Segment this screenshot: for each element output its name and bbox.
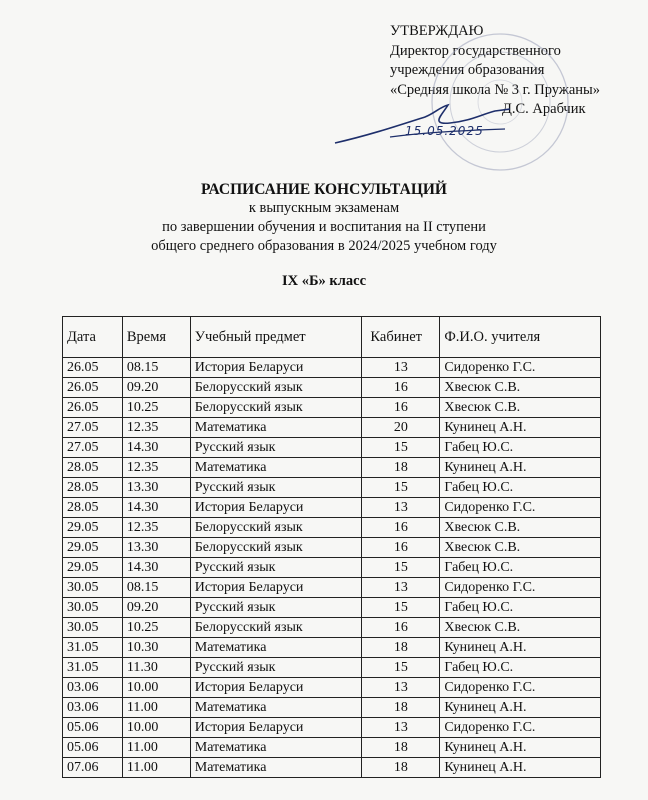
cell-teacher: Габец Ю.С. [440, 598, 601, 618]
cell-date: 29.05 [63, 558, 123, 578]
table-row [63, 418, 601, 438]
table-row [63, 358, 601, 378]
cell-date: 26.05 [63, 358, 123, 378]
table-row [63, 458, 601, 478]
cell-time: 11.00 [122, 758, 190, 778]
cell-subject: Белорусский язык [190, 398, 362, 418]
cell-subject: Белорусский язык [190, 518, 362, 538]
cell-room: 15 [362, 478, 440, 498]
approval-block [390, 22, 600, 120]
cell-subject: Русский язык [190, 658, 362, 678]
cell-teacher: Хвесюк С.В. [440, 518, 601, 538]
header-teacher: Ф.И.О. учителя [440, 317, 601, 358]
cell-date: 26.05 [63, 398, 123, 418]
cell-date: 30.05 [63, 618, 123, 638]
class-name: IX «Б» класс [281, 273, 367, 289]
cell-teacher: Габец Ю.С. [440, 438, 601, 458]
cell-teacher: Хвесюк С.В. [440, 398, 601, 418]
cell-time: 08.15 [122, 578, 190, 598]
cell-subject: Белорусский язык [190, 538, 362, 558]
cell-date: 03.06 [63, 678, 123, 698]
cell-date: 27.05 [63, 418, 123, 438]
cell-subject: Математика [190, 418, 362, 438]
table-row [63, 758, 601, 778]
table-row [63, 398, 601, 418]
cell-time: 10.30 [122, 638, 190, 658]
header-subject: Учебный предмет [190, 317, 362, 358]
cell-room: 15 [362, 658, 440, 678]
schedule-table [62, 316, 601, 778]
cell-room: 13 [362, 578, 440, 598]
cell-room: 18 [362, 698, 440, 718]
table-row [63, 578, 601, 598]
cell-date: 28.05 [63, 498, 123, 518]
approval-line: учреждения образования [390, 62, 545, 78]
cell-subject: Русский язык [190, 438, 362, 458]
cell-time: 11.30 [122, 658, 190, 678]
cell-room: 13 [362, 498, 440, 518]
cell-teacher: Кунинец А.Н. [440, 758, 601, 778]
cell-teacher: Кунинец А.Н. [440, 638, 601, 658]
table-row [63, 738, 601, 758]
cell-date: 28.05 [63, 458, 123, 478]
cell-teacher: Габец Ю.С. [440, 658, 601, 678]
cell-teacher: Сидоренко Г.С. [440, 718, 601, 738]
table-row [63, 678, 601, 698]
cell-teacher: Кунинец А.Н. [440, 698, 601, 718]
cell-subject: История Беларуси [190, 358, 362, 378]
cell-date: 27.05 [63, 438, 123, 458]
table-row [63, 598, 601, 618]
cell-time: 12.35 [122, 518, 190, 538]
cell-subject: Русский язык [190, 558, 362, 578]
table-row [63, 638, 601, 658]
cell-date: 05.06 [63, 718, 123, 738]
cell-room: 13 [362, 718, 440, 738]
heading-line: по завершении обучения и воспитания на II ступени [162, 219, 486, 235]
cell-subject: Русский язык [190, 478, 362, 498]
cell-teacher: Габец Ю.С. [440, 558, 601, 578]
table-row [63, 378, 601, 398]
cell-time: 12.35 [122, 458, 190, 478]
cell-subject: История Беларуси [190, 678, 362, 698]
table-row [63, 698, 601, 718]
cell-teacher: Кунинец А.Н. [440, 738, 601, 758]
cell-room: 18 [362, 638, 440, 658]
cell-date: 05.06 [63, 738, 123, 758]
cell-subject: История Беларуси [190, 498, 362, 518]
cell-subject: История Беларуси [190, 718, 362, 738]
cell-teacher: Сидоренко Г.С. [440, 678, 601, 698]
cell-room: 18 [362, 758, 440, 778]
cell-teacher: Габец Ю.С. [440, 478, 601, 498]
cell-teacher: Хвесюк С.В. [440, 378, 601, 398]
header-time: Время [122, 317, 190, 358]
cell-teacher: Кунинец А.Н. [440, 458, 601, 478]
cell-time: 14.30 [122, 498, 190, 518]
cell-time: 09.20 [122, 598, 190, 618]
cell-subject: Русский язык [190, 598, 362, 618]
table-row [63, 518, 601, 538]
table-row [63, 538, 601, 558]
table-row [63, 478, 601, 498]
cell-teacher: Хвесюк С.В. [440, 618, 601, 638]
cell-time: 10.00 [122, 718, 190, 738]
approval-line: «Средняя школа № 3 г. Пружаны» [390, 81, 601, 98]
cell-room: 18 [362, 738, 440, 758]
cell-date: 31.05 [63, 638, 123, 658]
document-heading [0, 180, 648, 291]
cell-subject: Математика [190, 698, 362, 718]
header-date: Дата [63, 317, 123, 358]
approval-line: Директор государственного [390, 42, 561, 59]
cell-time: 09.20 [122, 378, 190, 398]
cell-time: 11.00 [122, 738, 190, 758]
cell-subject: Белорусский язык [190, 618, 362, 638]
cell-subject: Математика [190, 758, 362, 778]
cell-time: 12.35 [122, 418, 190, 438]
cell-teacher: Сидоренко Г.С. [440, 358, 601, 378]
table-row [63, 718, 601, 738]
table-row [63, 438, 601, 458]
cell-room: 13 [362, 358, 440, 378]
cell-room: 20 [362, 418, 440, 438]
header-room: Кабинет [362, 317, 440, 358]
cell-room: 18 [362, 458, 440, 478]
cell-subject: Математика [190, 458, 362, 478]
cell-date: 30.05 [63, 598, 123, 618]
heading-line: общего среднего образования в 2024/2025 учебном году [151, 238, 497, 254]
cell-subject: Математика [190, 638, 362, 658]
cell-time: 10.00 [122, 678, 190, 698]
cell-date: 29.05 [63, 538, 123, 558]
table-row [63, 658, 601, 678]
cell-time: 10.25 [122, 398, 190, 418]
cell-time: 13.30 [122, 538, 190, 558]
cell-subject: Белорусский язык [190, 378, 362, 398]
cell-room: 15 [362, 598, 440, 618]
document-title: РАСПИСАНИЕ КОНСУЛЬТАЦИЙ [200, 181, 447, 198]
cell-room: 16 [362, 518, 440, 538]
table-header-row [63, 317, 601, 358]
table-row [63, 558, 601, 578]
cell-date: 31.05 [63, 658, 123, 678]
cell-room: 16 [362, 398, 440, 418]
cell-time: 14.30 [122, 438, 190, 458]
cell-room: 13 [362, 678, 440, 698]
cell-room: 16 [362, 618, 440, 638]
cell-time: 14.30 [122, 558, 190, 578]
cell-time: 10.25 [122, 618, 190, 638]
cell-room: 16 [362, 538, 440, 558]
cell-date: 28.05 [63, 478, 123, 498]
cell-time: 11.00 [122, 698, 190, 718]
cell-subject: История Беларуси [190, 578, 362, 598]
cell-time: 08.15 [122, 358, 190, 378]
cell-room: 16 [362, 378, 440, 398]
cell-teacher: Хвесюк С.В. [440, 538, 601, 558]
cell-date: 26.05 [63, 378, 123, 398]
cell-teacher: Кунинец А.Н. [440, 418, 601, 438]
cell-room: 15 [362, 558, 440, 578]
heading-line: к выпускным экзаменам [248, 200, 400, 216]
cell-date: 03.06 [63, 698, 123, 718]
cell-date: 07.06 [63, 758, 123, 778]
table-row [63, 498, 601, 518]
approval-line: УТВЕРЖДАЮ [390, 23, 484, 39]
cell-time: 13.30 [122, 478, 190, 498]
cell-room: 15 [362, 438, 440, 458]
cell-subject: Математика [190, 738, 362, 758]
cell-date: 30.05 [63, 578, 123, 598]
cell-teacher: Сидоренко Г.С. [440, 578, 601, 598]
cell-date: 29.05 [63, 518, 123, 538]
cell-teacher: Сидоренко Г.С. [440, 498, 601, 518]
signature-date: 15.05.2025 [405, 124, 484, 138]
table-row [63, 618, 601, 638]
approval-signer: Д.С. Арабчик [502, 101, 586, 117]
